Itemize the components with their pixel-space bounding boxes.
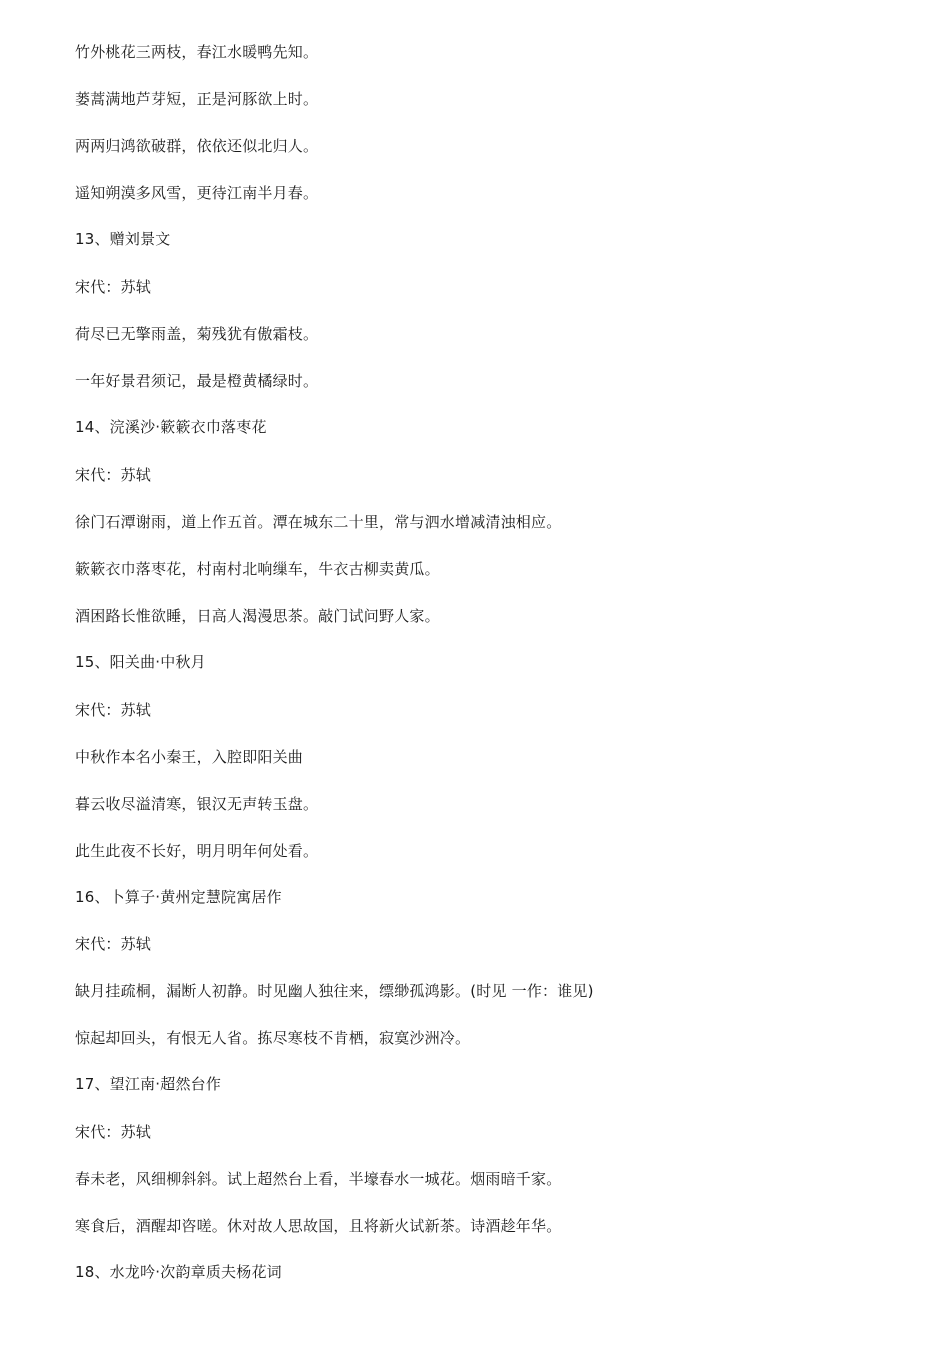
poem-line: 缺月挂疏桐，漏断人初静。时见幽人独往来，缥缈孤鸿影。(时见 一作：谁见) — [75, 982, 594, 1000]
poem-author: 宋代：苏轼 — [75, 701, 152, 719]
poem-line: 春未老，风细柳斜斜。试上超然台上看，半壕春水一城花。烟雨暗千家。 — [75, 1170, 562, 1188]
poem-author: 宋代：苏轼 — [75, 278, 152, 296]
poem-line: 酒困路长惟欲睡，日高人渴漫思茶。敲门试问野人家。 — [75, 607, 440, 625]
poem-line: 两两归鸿欲破群，依依还似北归人。 — [75, 137, 319, 155]
poem-preface: 徐门石潭谢雨，道上作五首。潭在城东二十里，常与泗水增减清浊相应。 — [75, 513, 562, 531]
poem-title: 13、赠刘景文 — [75, 230, 171, 248]
poem-line: 暮云收尽溢清寒，银汉无声转玉盘。 — [75, 795, 319, 813]
poem-line: 簌簌衣巾落枣花，村南村北响缫车，牛衣古柳卖黄瓜。 — [75, 560, 440, 578]
poem-line: 此生此夜不长好，明月明年何处看。 — [75, 842, 319, 860]
poem-author: 宋代：苏轼 — [75, 1123, 152, 1141]
poem-line: 蒌蒿满地芦芽短，正是河豚欲上时。 — [75, 90, 319, 108]
poem-line: 寒食后，酒醒却咨嗟。休对故人思故国，且将新火试新茶。诗酒趁年华。 — [75, 1217, 562, 1235]
poem-line: 惊起却回头，有恨无人省。拣尽寒枝不肯栖，寂寞沙洲冷。 — [75, 1029, 471, 1047]
poem-author: 宋代：苏轼 — [75, 466, 152, 484]
poem-line: 一年好景君须记，最是橙黄橘绿时。 — [75, 372, 319, 390]
poem-title: 18、水龙吟·次韵章质夫杨花词 — [75, 1263, 282, 1281]
poem-title: 15、阳关曲·中秋月 — [75, 653, 206, 671]
poem-title: 17、望江南·超然台作 — [75, 1075, 222, 1093]
poem-title: 16、卜算子·黄州定慧院寓居作 — [75, 888, 282, 906]
poem-author: 宋代：苏轼 — [75, 935, 152, 953]
poem-line: 竹外桃花三两枝，春江水暖鸭先知。 — [75, 43, 319, 61]
poem-title: 14、浣溪沙·簌簌衣巾落枣花 — [75, 418, 267, 436]
poem-line: 荷尽已无擎雨盖，菊残犹有傲霜枝。 — [75, 325, 319, 343]
poem-preface: 中秋作本名小秦王，入腔即阳关曲 — [75, 748, 304, 766]
poem-line: 遥知朔漠多风雪，更待江南半月春。 — [75, 184, 319, 202]
